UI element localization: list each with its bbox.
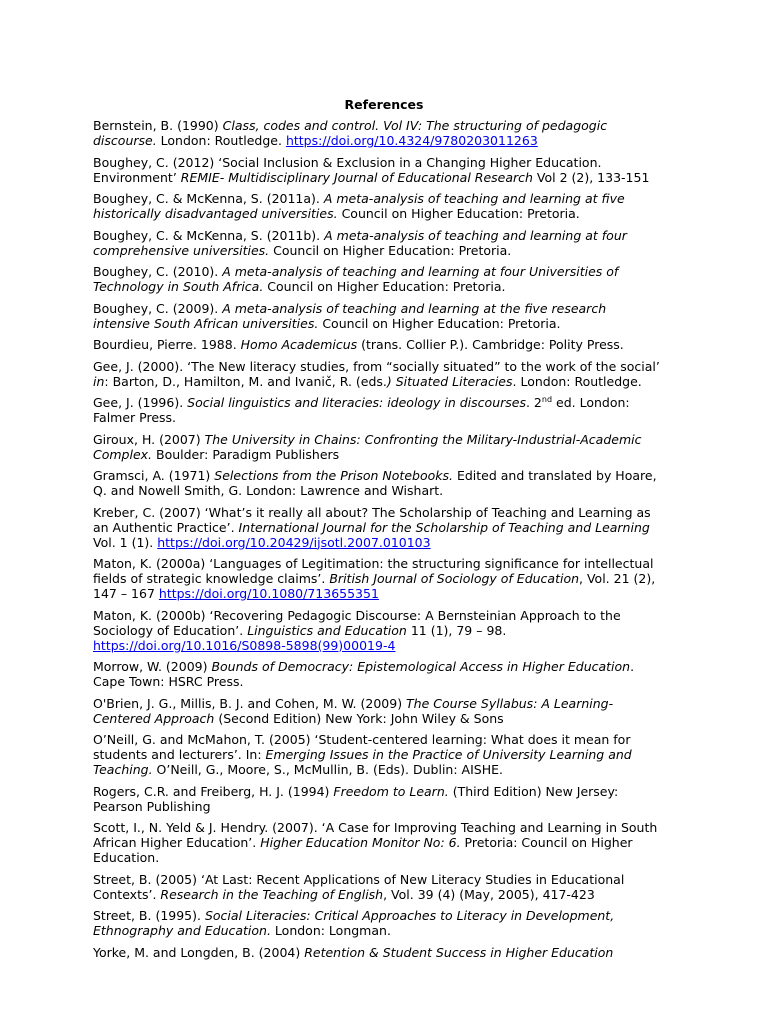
reference-text: : Barton, D., Hamilton, M. and Ivanič, R. (eds. [104,373,387,389]
reference-text: , Vol. 39 (4) (May, 2005), 417-423 [383,886,595,902]
doi-link[interactable]: https://doi.org/10.1016/S0898-5898(99)00019-4 [93,637,396,653]
reference-text: Giroux, H. (2007) [93,431,205,447]
reference-text: Scott, I., N. Yeld & J. Hendry. (2007). ‘A Case for Improving Teaching and Learning in South African Higher Education’. [93,820,658,850]
reference-entry [93,908,665,938]
reference-entry [93,468,665,498]
reference-entry [93,732,665,777]
italic-title: Freedom to Learn. [333,783,449,799]
italic-title: in [93,373,105,389]
reference-text: Street, B. (2005) ‘At Last: Recent Applications of New Literacy Studies in Educational Contexts’. [93,871,625,902]
reference-text: Yorke, M. and Longden, B. (2004) [93,944,305,960]
reference-text: Boughey, C. (2010). [93,264,223,279]
reference-text: Gee, J. (1996). [93,395,188,410]
reference-text: (Second Edition) New York: John Wiley & Sons [214,710,504,726]
reference-entry [93,556,665,601]
reference-text: Council on Higher Education: Pretoria. [269,242,512,258]
reference-text: Street, B. (1995). [93,908,205,923]
italic-title: A meta-analysis of teaching and learning at five historically disadvantaged universities. [93,191,625,221]
reference-entry [93,337,665,352]
reference-page [93,96,665,966]
reference-text: , Vol. 21 (2), 147 – 167 [93,571,656,601]
italic-title: The Course Syllabus: A Learning-Centered Approach [93,695,614,726]
italic-title: Social linguistics and literacies: ideology in discourses [187,395,526,410]
reference-text: Boughey, C. (2009). [93,300,223,316]
doi-link[interactable]: https://doi.org/10.4324/9780203011263 [285,133,538,148]
reference-text: Edited and translated by Hoare, Q. and Nowell Smith, G. London: Lawrence and Wishart. [93,468,657,498]
reference-text: Vol 2 (2), 133-151 [532,169,650,185]
italic-title: Bounds of Democracy: Epistemological Access in Higher Education [211,659,631,674]
reference-text: Council on Higher Education: Pretoria. [263,279,506,294]
italic-title: A meta-analysis of teaching and learning at the five research intensive South African universities. [93,300,607,331]
reference-text: Kreber, C. (2007) ‘What’s it really all about? The Scholarship of Teaching and Learning as an Authentic Practice’. [93,504,651,535]
reference-text: . Cape Town: HSRC Press. [93,659,635,689]
italic-title: Higher Education Monitor No: 6. [260,835,461,850]
reference-text: Bourdieu, Pierre. 1988. [93,337,241,352]
reference-entry [93,432,665,462]
reference-entry [93,301,665,331]
italic-title: A meta-analysis of teaching and learning at four Universities of Technology in South Africa. [93,264,619,294]
reference-list [93,118,665,960]
reference-text: Morrow, W. (2009) [93,659,212,674]
italic-title: Retention & Student Success in Higher Education [304,944,614,960]
reference-text: Maton, K. (2000a) ‘Languages of Legitimation: the structuring significance for intellectual fields of strategic knowledge claims’. [93,556,654,586]
italic-title: The University in Chains: Confronting the Military-Industrial-Academic Complex. [93,431,642,462]
italic-title: British Journal of Sociology of Education [329,571,580,586]
reference-entry [93,395,665,425]
reference-text: (Third Edition) New Jersey: Pearson Publishing [93,783,619,814]
reference-entry [93,118,665,148]
reference-entry [93,872,665,902]
reference-text: Rogers, C.R. and Freiberg, H. J. (1994) [93,783,334,799]
italic-title: International Journal for the Scholarship of Teaching and Learning [238,519,650,535]
reference-text: Boughey, C. (2012) ‘Social Inclusion & Exclusion in a Changing Higher Education. Environment’ [93,154,602,185]
doi-link[interactable]: https://doi.org/10.20429/ijsotl.2007.010103 [157,534,431,550]
italic-title: Homo Academicus [240,337,358,352]
italic-title: REMIE- Multidisciplinary Journal of Educational Research [180,169,533,185]
reference-text: London: Routledge. [156,133,286,148]
reference-text: Boulder: Paradigm Publishers [152,446,340,462]
reference-entry [93,155,665,185]
italic-title: A meta-analysis of teaching and learning at four comprehensive universities. [93,227,627,258]
reference-text: Boughey, C. & McKenna, S. (2011b). [93,227,325,243]
reference-text: Gee, J. (2000). ‘The New literacy studies, from “socially situated” to the work of the social’ [93,358,660,374]
reference-entry [93,784,665,814]
superscript-text: nd [541,394,553,404]
reference-text: (trans. Collier P.). Cambridge: Polity Press. [357,337,624,352]
italic-title: Selections from the Prison Notebooks. [214,468,453,483]
reference-text: Council on Higher Education: Pretoria. [318,315,561,331]
italic-title: Linguistics and Education [247,622,407,638]
italic-title: Class, codes and control. Vol IV: The structuring of pedagogic discourse. [93,118,608,148]
reference-entry [93,228,665,258]
italic-title: ) Situated Literacies [386,373,513,389]
reference-text: . London: Routledge. [512,373,642,389]
reference-text: . 2 [525,395,542,410]
italic-title: Research in the Teaching of English [160,886,384,902]
page-title: References [344,97,424,112]
italic-title: Social Literacies: Critical Approaches to Literacy in Development, Ethnography and Education. [93,908,615,938]
reference-entry [93,359,665,389]
reference-text: O'Brien, J. G., Millis, B. J. and Cohen, M. W. (2009) [93,695,407,711]
reference-entry [93,191,665,221]
reference-text: Vol. 1 (1). [93,534,158,550]
reference-entry [93,696,665,726]
reference-entry [93,659,665,689]
reference-text: 11 (1), 79 – 98. [406,622,507,638]
reference-text: London: Longman. [270,923,391,938]
reference-text: Gramsci, A. (1971) [93,468,215,483]
reference-entry [93,505,665,550]
italic-title: Emerging Issues in the Practice of University Learning and Teaching. [93,747,632,777]
reference-entry [93,264,665,294]
reference-text: ed. London: Falmer Press. [93,395,630,425]
doi-link[interactable]: https://doi.org/10.1080/713655351 [158,586,379,601]
reference-text: Boughey, C. & McKenna, S. (2011a). [93,191,324,206]
reference-text: O’Neill, G. and McMahon, T. (2005) ‘Student-centered learning: What does it mean for students and lecturers’. In: [93,732,631,762]
reference-text: Council on Higher Education: Pretoria. [337,206,580,221]
reference-text: Bernstein, B. (1990) [93,118,223,133]
reference-text: Pretoria: Council on Higher Education. [93,835,633,865]
reference-entry [93,820,665,865]
reference-entry [93,608,665,653]
reference-text: Maton, K. (2000b) ‘Recovering Pedagogic Discourse: A Bernsteinian Approach to the Sociology of Education’. [93,607,621,638]
reference-entry [93,945,665,960]
reference-text: O’Neill, G., Moore, S., McMullin, B. (Eds). Dublin: AISHE. [152,762,503,777]
